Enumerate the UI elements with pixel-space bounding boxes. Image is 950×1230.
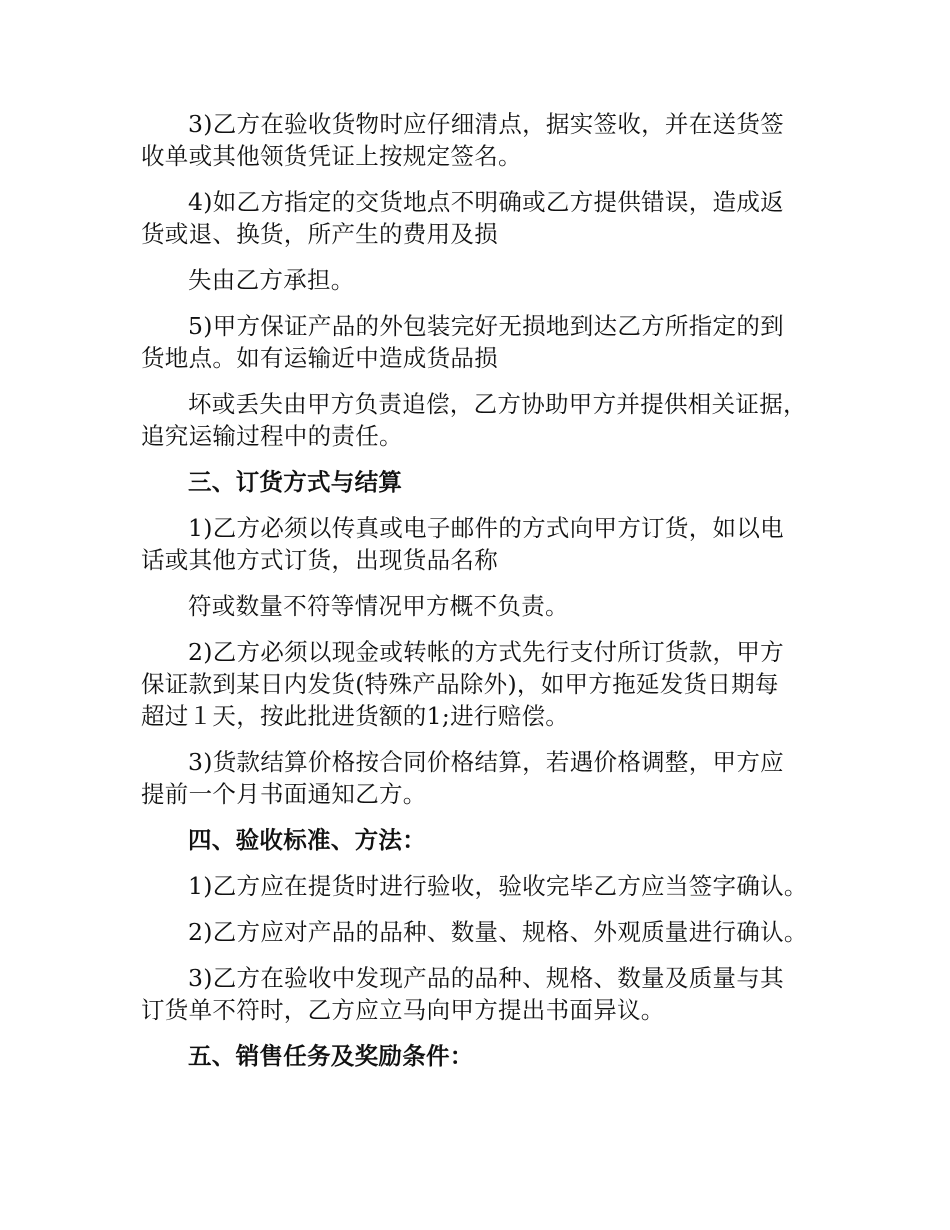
paragraph-line: 话或其他方式订货，出现货品名称 <box>141 546 498 574</box>
paragraph-line: 1)乙方应在提货时进行验收，验收完毕乙方应当签字确认。 <box>188 872 808 900</box>
paragraph-3-1 <box>141 108 816 172</box>
paragraph-3-4 <box>141 310 816 374</box>
paragraph-line: 超过１天，按此批进货额的1;进行赔偿。 <box>141 702 570 730</box>
paragraph-line: 坏或丢失由甲方负责追偿，乙方协助甲方并提供相关证据， <box>188 390 807 418</box>
paragraph-line: 3)货款结算价格按合同价格结算，若遇价格调整，甲方应 <box>188 748 784 776</box>
paragraph-line: 保证款到某日内发货(特殊产品除外)，如甲方拖延发货日期每 <box>141 670 779 698</box>
paragraph-line: 追究运输过程中的责任。 <box>141 422 403 450</box>
paragraph-3-3 <box>141 264 816 296</box>
paragraph-line: 货地点。如有运输近中造成货品损 <box>141 344 498 372</box>
paragraph-line: 提前一个月书面通知乙方。 <box>141 780 427 808</box>
paragraph-line: 订货单不符时，乙方应立马向甲方提出书面异议。 <box>141 996 665 1024</box>
paragraph-acceptance-3 <box>141 962 816 1026</box>
paragraph-ordering-1 <box>141 512 816 576</box>
paragraph-ordering-2 <box>141 590 816 622</box>
paragraph-line: 货或退、换货，所产生的费用及损 <box>141 220 498 248</box>
paragraph-line: 2)乙方必须以现金或转帐的方式先行支付所订货款，甲方 <box>188 638 784 666</box>
document-page <box>141 108 816 1086</box>
paragraph-line: 符或数量不符等情况甲方概不负责。 <box>188 592 569 620</box>
paragraph-acceptance-2 <box>141 916 816 948</box>
paragraph-line: 3)乙方在验收中发现产品的品种、规格、数量及质量与其 <box>188 964 784 992</box>
paragraph-line: 5)甲方保证产品的外包装完好无损地到达乙方所指定的到 <box>188 312 784 340</box>
section-heading-acceptance: 四、验收标准、方法： <box>188 826 426 854</box>
paragraph-line: 4)如乙方指定的交货地点不明确或乙方提供错误，造成返 <box>188 188 784 216</box>
paragraph-3-5 <box>141 388 816 452</box>
paragraph-line: 收单或其他领货凭证上按规定签名。 <box>141 142 522 170</box>
paragraph-acceptance-1 <box>141 870 816 902</box>
paragraph-line: 1)乙方必须以传真或电子邮件的方式向甲方订货，如以电 <box>188 514 784 542</box>
paragraph-line: 失由乙方承担。 <box>188 266 355 294</box>
section-heading-sales-tasks: 五、销售任务及奖励条件： <box>188 1042 474 1070</box>
section-heading-ordering: 三、订货方式与结算 <box>188 468 403 496</box>
paragraph-line: 3)乙方在验收货物时应仔细清点，据实签收，并在送货签 <box>188 110 784 138</box>
paragraph-3-2 <box>141 186 816 250</box>
paragraph-line: 2)乙方应对产品的品种、数量、规格、外观质量进行确认。 <box>188 918 808 946</box>
paragraph-ordering-4 <box>141 746 816 810</box>
paragraph-ordering-3 <box>141 636 816 732</box>
